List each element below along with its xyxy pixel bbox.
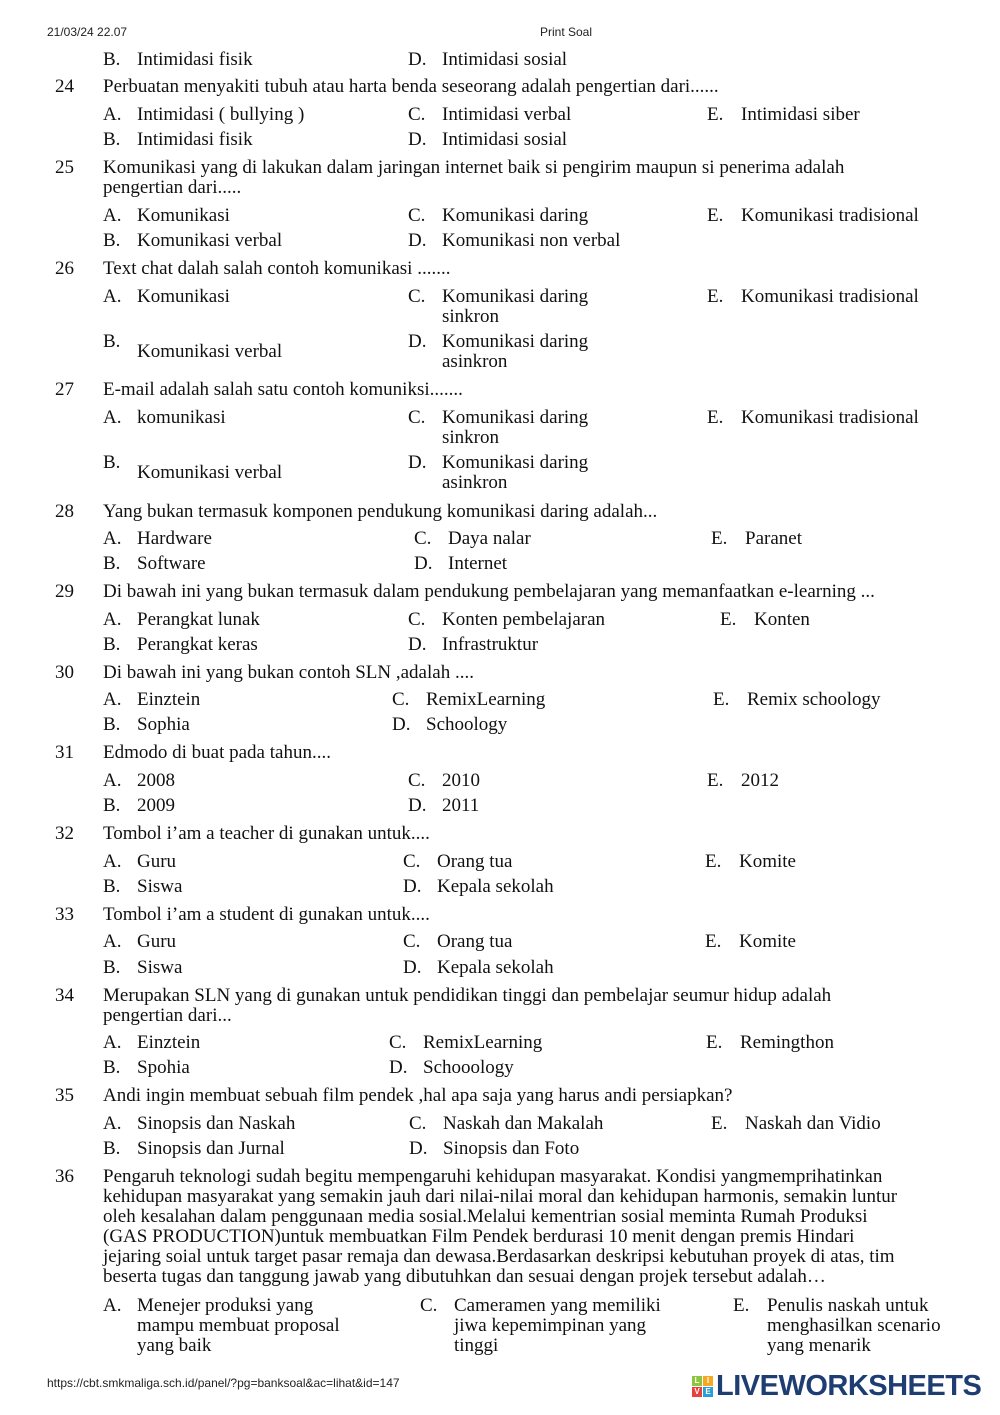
option-text: Komunikasi daring asinkron <box>442 452 589 493</box>
option-letter: A. <box>103 770 122 791</box>
option-letter: E. <box>707 205 724 226</box>
option-text: Schoology <box>426 714 508 735</box>
question-text: Tombol i’am a student di gunakan untuk.... <box>103 904 430 925</box>
option-text: Cameramen yang memiliki jiwa kepemimpinan yang tinggi <box>454 1295 661 1356</box>
option-text: Intimidasi fisik <box>137 49 253 70</box>
option-letter: A. <box>103 528 122 549</box>
option-text: Guru <box>137 851 177 872</box>
option-text: 2009 <box>137 795 175 816</box>
question-text: Tombol i’am a teacher di gunakan untuk.... <box>103 823 430 844</box>
question-number: 34 <box>55 985 74 1006</box>
option-letter: E. <box>720 609 737 630</box>
option-text: Perangkat keras <box>137 634 258 655</box>
option-letter: D. <box>403 957 422 978</box>
option-letter: B. <box>103 876 121 897</box>
option-text: Sinopsis dan Foto <box>443 1138 580 1159</box>
question-number: 36 <box>55 1166 74 1187</box>
option-text: Komunikasi daring sinkron <box>442 286 589 327</box>
option-letter: E. <box>705 931 722 952</box>
option-letter: B. <box>103 553 121 574</box>
question-text: Yang bukan termasuk komponen pendukung komunikasi daring adalah... <box>103 501 658 522</box>
question-text: Text chat dalah salah contoh komunikasi ....... <box>103 258 451 279</box>
print-title: Print Soal <box>540 25 593 39</box>
option-text: Komite <box>739 851 796 872</box>
question-text: Merupakan SLN yang di gunakan untuk pendidikan tinggi dan pembelajar seumur hidup adalah pengertian dari... <box>103 985 832 1026</box>
option-text: Komite <box>739 931 796 952</box>
option-text: Perangkat lunak <box>137 609 260 630</box>
option-text: RemixLearning <box>426 689 546 710</box>
option-letter: C. <box>408 609 426 630</box>
question-text: Komunikasi yang di lakukan dalam jaringan internet baik si pengirim maupun si penerima adalah pengertian dari..... <box>103 157 845 198</box>
option-letter: E. <box>707 770 724 791</box>
option-text: Sinopsis dan Naskah <box>137 1113 296 1134</box>
option-letter: A. <box>103 609 122 630</box>
option-letter: B. <box>103 129 121 150</box>
option-text: Schooology <box>423 1057 514 1078</box>
option-text: Konten pembelajaran <box>442 609 606 630</box>
option-letter: B. <box>103 1057 121 1078</box>
option-letter: E. <box>705 851 722 872</box>
logo-icon <box>692 1376 713 1397</box>
option-letter: C. <box>389 1032 407 1053</box>
option-letter: C. <box>408 770 426 791</box>
option-letter: D. <box>414 553 433 574</box>
option-letter: D. <box>389 1057 408 1078</box>
option-text: Komunikasi daring <box>442 205 589 226</box>
option-text: Intimidasi verbal <box>442 104 572 125</box>
option-text: Sinopsis dan Jurnal <box>137 1138 285 1159</box>
option-letter: E. <box>713 689 730 710</box>
option-text: Kepala sekolah <box>437 876 554 897</box>
option-text: 2008 <box>137 770 175 791</box>
option-text: Infrastruktur <box>442 634 539 655</box>
option-text: Penulis naskah untuk menghasilkan scenario yang menarik <box>767 1295 941 1356</box>
option-text: Intimidasi siber <box>741 104 860 125</box>
option-letter: A. <box>103 1295 122 1316</box>
logo-text: LIVEWORKSHEETS <box>716 1370 982 1402</box>
option-letter: C. <box>392 689 410 710</box>
option-text: Intimidasi ( bullying ) <box>137 104 305 125</box>
option-letter: D. <box>408 795 427 816</box>
option-text: Siswa <box>137 957 183 978</box>
option-letter: B. <box>103 634 121 655</box>
question-number: 33 <box>55 904 74 925</box>
question-text: Perbuatan menyakiti tubuh atau harta benda seseorang adalah pengertian dari...... <box>103 76 719 97</box>
option-text: Hardware <box>137 528 212 549</box>
option-letter: C. <box>408 286 426 307</box>
question-number: 26 <box>55 258 74 279</box>
question-number: 27 <box>55 379 74 400</box>
option-text: Komunikasi non verbal <box>442 230 621 251</box>
option-text: komunikasi <box>137 407 226 428</box>
option-text: 2010 <box>442 770 480 791</box>
option-text: Naskah dan Vidio <box>745 1113 881 1134</box>
option-letter: D. <box>408 230 427 251</box>
option-letter: A. <box>103 851 122 872</box>
question-number: 32 <box>55 823 74 844</box>
option-letter: B. <box>103 452 121 473</box>
question-number: 31 <box>55 742 74 763</box>
option-letter: D. <box>408 452 427 473</box>
option-letter: D. <box>392 714 411 735</box>
option-text: Komunikasi tradisional <box>741 286 919 307</box>
option-text: Siswa <box>137 876 183 897</box>
option-letter: E. <box>707 286 724 307</box>
option-letter: E. <box>707 407 724 428</box>
question-number: 29 <box>55 581 74 602</box>
option-text: Software <box>137 553 206 574</box>
question-text: Edmodo di buat pada tahun.... <box>103 742 331 763</box>
option-letter: E. <box>733 1295 750 1316</box>
option-text: RemixLearning <box>423 1032 543 1053</box>
option-text: Naskah dan Makalah <box>443 1113 604 1134</box>
option-text: Sophia <box>137 714 190 735</box>
option-letter: D. <box>408 129 427 150</box>
question-text: Di bawah ini yang bukan contoh SLN ,adalah .... <box>103 662 474 683</box>
option-text: Orang tua <box>437 851 513 872</box>
option-letter: C. <box>408 104 426 125</box>
option-letter: B. <box>103 230 121 251</box>
option-text: Intimidasi sosial <box>442 49 568 70</box>
option-letter: C. <box>408 205 426 226</box>
option-letter: A. <box>103 931 122 952</box>
option-letter: B. <box>103 331 121 352</box>
option-letter: E. <box>706 1032 723 1053</box>
question-number: 25 <box>55 157 74 178</box>
option-letter: B. <box>103 49 121 70</box>
option-letter: A. <box>103 1113 122 1134</box>
question-number: 28 <box>55 501 74 522</box>
option-text: Orang tua <box>437 931 513 952</box>
liveworksheets-logo <box>692 1370 981 1403</box>
option-text: Remix schoology <box>747 689 881 710</box>
option-letter: C. <box>409 1113 427 1134</box>
question-number: 24 <box>55 76 74 97</box>
option-letter: D. <box>403 876 422 897</box>
option-letter: A. <box>103 205 122 226</box>
option-text: Remingthon <box>740 1032 834 1053</box>
logo-letter: I <box>703 1376 713 1386</box>
option-text: 2011 <box>442 795 480 816</box>
print-datetime: 21/03/24 22.07 <box>47 25 128 39</box>
question-text: E-mail adalah salah satu contoh komuniksi....... <box>103 379 463 400</box>
question-number: 30 <box>55 662 74 683</box>
option-letter: A. <box>103 286 122 307</box>
logo-letter: L <box>692 1376 702 1386</box>
option-letter: E. <box>707 104 724 125</box>
option-text: Internet <box>448 553 508 574</box>
option-text: Komunikasi daring sinkron <box>442 407 589 448</box>
logo-letter: E <box>703 1387 713 1397</box>
option-letter: E. <box>711 1113 728 1134</box>
option-text: Menejer produksi yang mampu membuat proposal yang baik <box>137 1295 340 1356</box>
option-letter: D. <box>408 331 427 352</box>
option-letter: B. <box>103 957 121 978</box>
option-text: Intimidasi fisik <box>137 129 253 150</box>
option-text: Komunikasi <box>137 205 230 226</box>
option-letter: C. <box>414 528 432 549</box>
option-text: Komunikasi verbal <box>137 462 283 483</box>
logo-letter: V <box>692 1387 702 1397</box>
option-letter: C. <box>403 851 421 872</box>
option-letter: D. <box>408 634 427 655</box>
option-text: Guru <box>137 931 177 952</box>
option-letter: E. <box>711 528 728 549</box>
option-text: Intimidasi sosial <box>442 129 568 150</box>
question-text: Andi ingin membuat sebuah film pendek ,hal apa saja yang harus andi persiapkan? <box>103 1085 733 1106</box>
option-letter: B. <box>103 795 121 816</box>
option-text: Spohia <box>137 1057 190 1078</box>
option-text: Komunikasi verbal <box>137 341 283 362</box>
option-letter: A. <box>103 1032 122 1053</box>
option-text: Daya nalar <box>448 528 531 549</box>
page-url: https://cbt.smkmaliga.sch.id/panel/?pg=banksoal&ac=lihat&id=147 <box>47 1376 400 1390</box>
question-number: 35 <box>55 1085 74 1106</box>
option-letter: D. <box>408 49 427 70</box>
option-text: Komunikasi verbal <box>137 230 283 251</box>
option-text: Komunikasi daring asinkron <box>442 331 589 372</box>
option-text: Komunikasi <box>137 286 230 307</box>
question-text: Di bawah ini yang bukan termasuk dalam pendukung pembelajaran yang memanfaatkan e-learning ... <box>103 581 875 602</box>
option-letter: A. <box>103 104 122 125</box>
question-text: Pengaruh teknologi sudah begitu mempengaruhi kehidupan masyarakat. Kondisi yangmemprihatinkan kehidupan masyarakat yang semakin jauh dari nilai-nilai moral dan kehidupan harmonis, semakin luntur oleh kesalahan dalam penggunaan media sosial.Melalui kementrian sosial meminta Rumah Produksi (GAS PRODUCTION)untuk membuatkan Film Pendek berdurasi 10 menit dengan premis Hindari jejaring soial untuk target pasar remaja dan dewasa.Berdasarkan deskripsi kebutuhan proyek di atas, tim beserta tugas dan tanggung jawab yang dibutuhkan dan sesuai dengan projek tersebut adalah… <box>103 1166 898 1287</box>
option-text: Konten <box>754 609 810 630</box>
option-letter: A. <box>103 407 122 428</box>
option-letter: B. <box>103 714 121 735</box>
option-letter: A. <box>103 689 122 710</box>
option-text: Komunikasi tradisional <box>741 407 919 428</box>
option-letter: B. <box>103 1138 121 1159</box>
option-letter: C. <box>403 931 421 952</box>
option-text: 2012 <box>741 770 779 791</box>
option-text: Kepala sekolah <box>437 957 554 978</box>
option-text: Einztein <box>137 1032 201 1053</box>
option-text: Einztein <box>137 689 201 710</box>
option-letter: C. <box>408 407 426 428</box>
option-text: Komunikasi tradisional <box>741 205 919 226</box>
option-text: Paranet <box>745 528 802 549</box>
option-letter: D. <box>409 1138 428 1159</box>
option-letter: C. <box>420 1295 438 1316</box>
